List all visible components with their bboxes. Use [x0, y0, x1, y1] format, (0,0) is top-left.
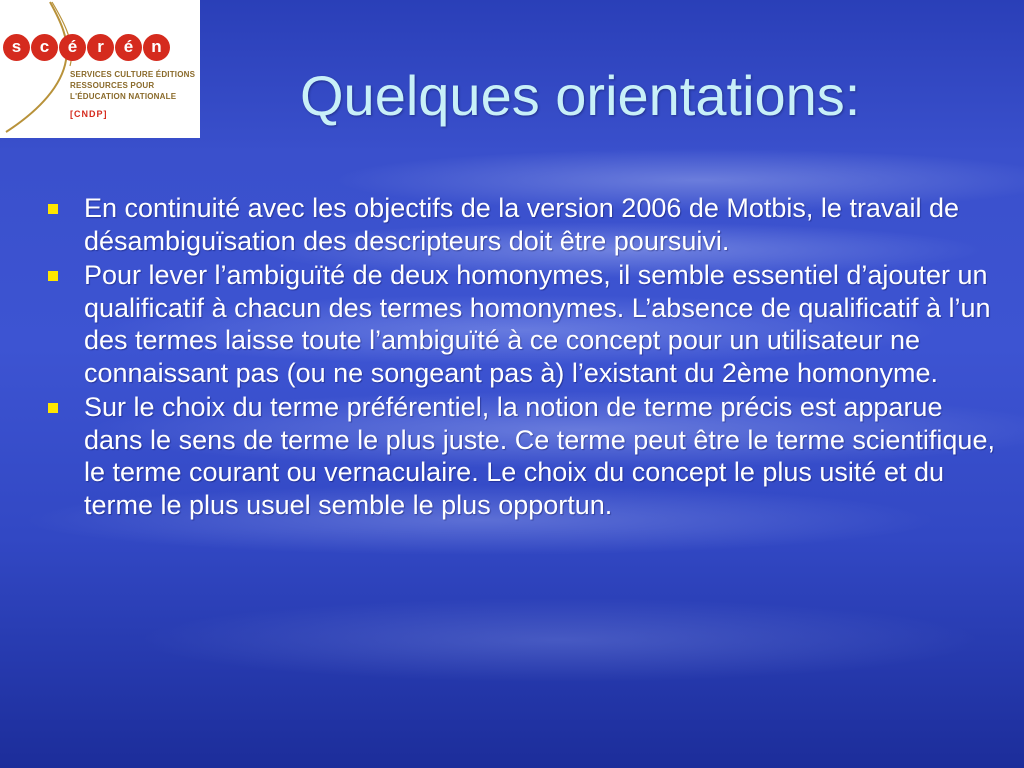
logo-letter: s	[3, 34, 30, 61]
square-bullet-icon	[48, 271, 58, 281]
square-bullet-icon	[48, 204, 58, 214]
logo-letter: é	[115, 34, 142, 61]
bullet-text: Pour lever l’ambiguïté de deux homonymes, il semble essentiel d’ajouter un qualificatif à chacun des termes homonymes. L’absence de qualificatif à l’un des termes laisse toute l’ambiguïté à ce concept pour un utilisateur ne connaissant pas (ou ne songeant pas à) l’existant du 2ème homonyme.	[84, 260, 991, 388]
bullet-text: Sur le choix du terme préférentiel, la notion de terme précis est apparue dans le sens de terme le plus juste. Ce terme peut être le terme scientifique, le terme courant ou vernaculaire. Le choix du concept le plus usité et du terme le plus usuel semble le plus opportun.	[84, 392, 995, 520]
bullet-text: En continuité avec les objectifs de la version 2006 de Motbis, le travail de désambiguïsation des descripteurs doit être poursuivi.	[84, 193, 959, 256]
square-bullet-icon	[48, 403, 58, 413]
logo-line: L'ÉDUCATION NATIONALE	[70, 92, 177, 101]
logo-line: SERVICES CULTURE ÉDITIONS	[70, 70, 196, 79]
bullet-item	[48, 192, 996, 257]
logo-letter: c	[31, 34, 58, 61]
slide-title: Quelques orientations:	[300, 64, 861, 127]
scerén-cndp-logo	[0, 0, 200, 138]
bullet-item	[48, 391, 996, 521]
bullet-list	[48, 192, 996, 523]
logo-cndp: [CNDP]	[70, 109, 108, 119]
logo-letter: r	[87, 34, 114, 61]
logo-line: RESSOURCES POUR	[70, 81, 155, 90]
logo-letter: é	[59, 34, 86, 61]
bullet-item	[48, 259, 996, 389]
logo-brand	[3, 34, 170, 61]
logo-letter: n	[143, 34, 170, 61]
